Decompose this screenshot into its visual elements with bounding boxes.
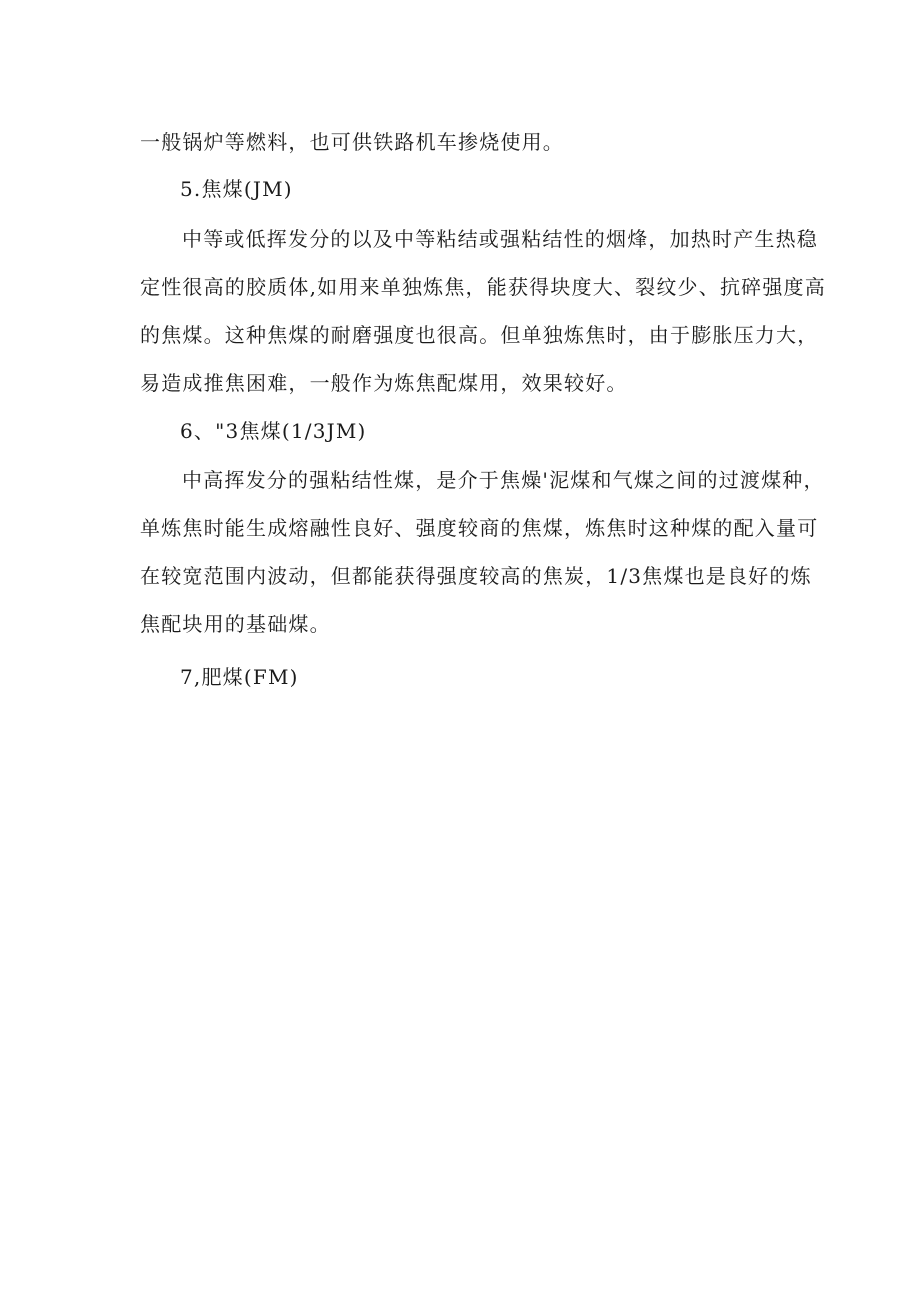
paragraph-line: 的焦煤。这种焦煤的耐磨强度也很高。但单独炼焦时，由于膨胀压力大，	[140, 323, 819, 347]
paragraph-line: 易造成推焦困难，一般作为炼焦配煤用，效果较好。	[140, 371, 628, 395]
paragraph-continuation-line: 一般锅炉等燃料，也可供铁路机车掺烧使用。	[140, 130, 564, 154]
paragraph-line: 单炼焦时能生成熔融性良好、强度较商的焦煤，炼焦时这种煤的配入量可	[140, 516, 819, 540]
section-heading-one-third-coking-coal: 6、"3焦煤(1/3JM)	[180, 419, 367, 443]
section-heading-fat-coal: 7,肥煤(FM)	[180, 665, 299, 689]
paragraph-line: 在较宽范围内波动，但都能获得强度较高的焦炭，1/3焦煤也是良好的炼	[140, 564, 812, 588]
paragraph-line: 中高挥发分的强粘结性煤，是介于焦燥'泥煤和气煤之间的过渡煤种，	[182, 468, 825, 492]
section-heading-coking-coal: 5.焦煤(JM)	[180, 177, 293, 201]
paragraph-line: 定性很高的胶质体,如用来单独炼焦，能获得块度大、裂纹少、抗碎强度高	[140, 275, 826, 299]
paragraph-line: 中等或低挥发分的以及中等粘结或强粘结性的烟烽，加热时产生热稳	[182, 227, 818, 251]
paragraph-line: 焦配块用的基础煤。	[140, 612, 331, 636]
